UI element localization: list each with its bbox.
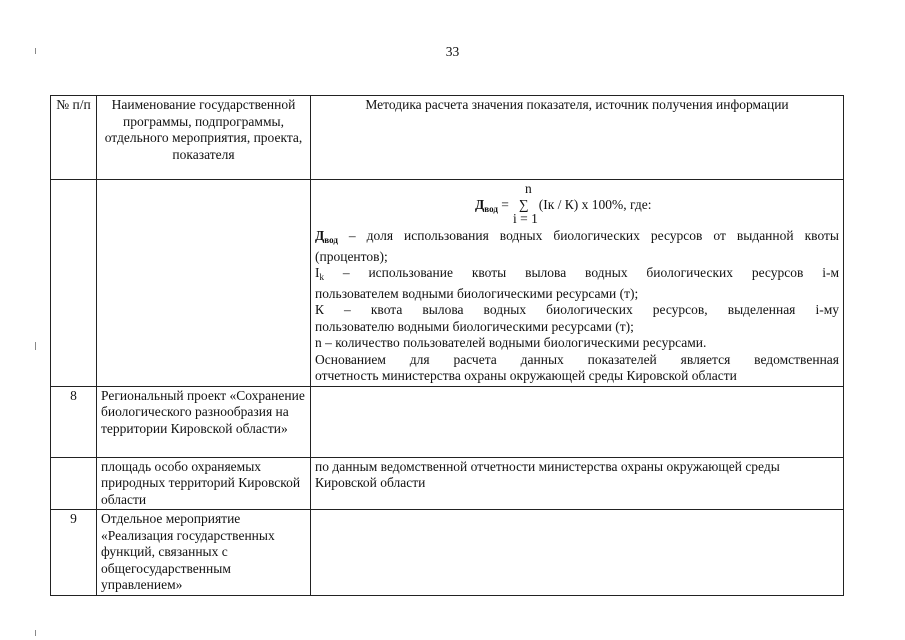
table-header-row	[51, 96, 844, 180]
table-row	[51, 386, 844, 457]
definition-ik: $I_k$ – использование квоты вылова водных биологических ресурсов i-м	[315, 265, 839, 282]
row-num: 9	[51, 510, 97, 596]
formula-sum-lower: i = 1	[513, 211, 538, 226]
page-number: 33	[445, 44, 460, 59]
formula-sum-upper: n	[525, 181, 532, 196]
scan-margin-mark	[35, 630, 36, 636]
definition-ik-cont: пользователем водными биологическими ресурсами (т);	[315, 285, 639, 301]
definition-dvod: $Д_{вод}$ – доля использования водных биологических ресурсов от выданной квоты	[315, 228, 839, 245]
formula-lhs-symbol: Д	[475, 197, 485, 212]
row-name: Региональный проект «Сохранение биологического разнообразия на территории Кировской области»	[97, 386, 311, 457]
scan-margin-mark	[35, 48, 36, 54]
formula	[315, 181, 839, 226]
row-num	[51, 457, 97, 510]
definition-basis-cont: отчетность министерства охраны окружающей среды Кировской области	[315, 368, 737, 383]
row-method: по данным ведомственной отчетности министерства охраны окружающей среды Кировской области	[311, 457, 844, 510]
definition-basis: Основанием для расчета данных показателей является ведомственная	[315, 351, 839, 367]
scan-margin-mark	[35, 342, 36, 350]
definition-k: К – квота вылова водных биологических ресурсов, выделенная i-му	[315, 302, 839, 317]
definition-dvod-cont: (процентов);	[315, 248, 388, 264]
formula-rhs: = ∑ (Iк / К) x 100%, где:	[497, 197, 652, 212]
definition-k-cont: пользователю водными биологическими ресурсами (т);	[315, 318, 634, 334]
header-method: Методика расчета значения показателя, источник получения информации	[311, 96, 844, 180]
row-num: 8	[51, 386, 97, 457]
formula-main	[475, 197, 652, 218]
row-method	[311, 510, 844, 596]
cell-name-empty	[97, 180, 311, 387]
definition-n: n – количество пользователей водными биологическими ресурсами.	[315, 335, 707, 350]
row-method	[311, 386, 844, 457]
header-num: № п/п	[51, 96, 97, 180]
row-name: Отдельное мероприятие «Реализация государственных функций, связанных с общегосударственным управлением»	[97, 510, 311, 596]
table-row	[51, 510, 844, 596]
row-name: площадь особо охраняемых природных территорий Кировской области	[97, 457, 311, 510]
header-name: Наименование государственной программы, подпрограммы, отдельного мероприятия, проекта, показателя	[97, 96, 311, 180]
indicator-table	[50, 95, 844, 596]
cell-method-formula	[311, 180, 844, 387]
formula-lhs-sub: вод	[484, 204, 498, 214]
table-row-formula	[51, 180, 844, 387]
cell-num-empty	[51, 180, 97, 387]
table-row	[51, 457, 844, 510]
